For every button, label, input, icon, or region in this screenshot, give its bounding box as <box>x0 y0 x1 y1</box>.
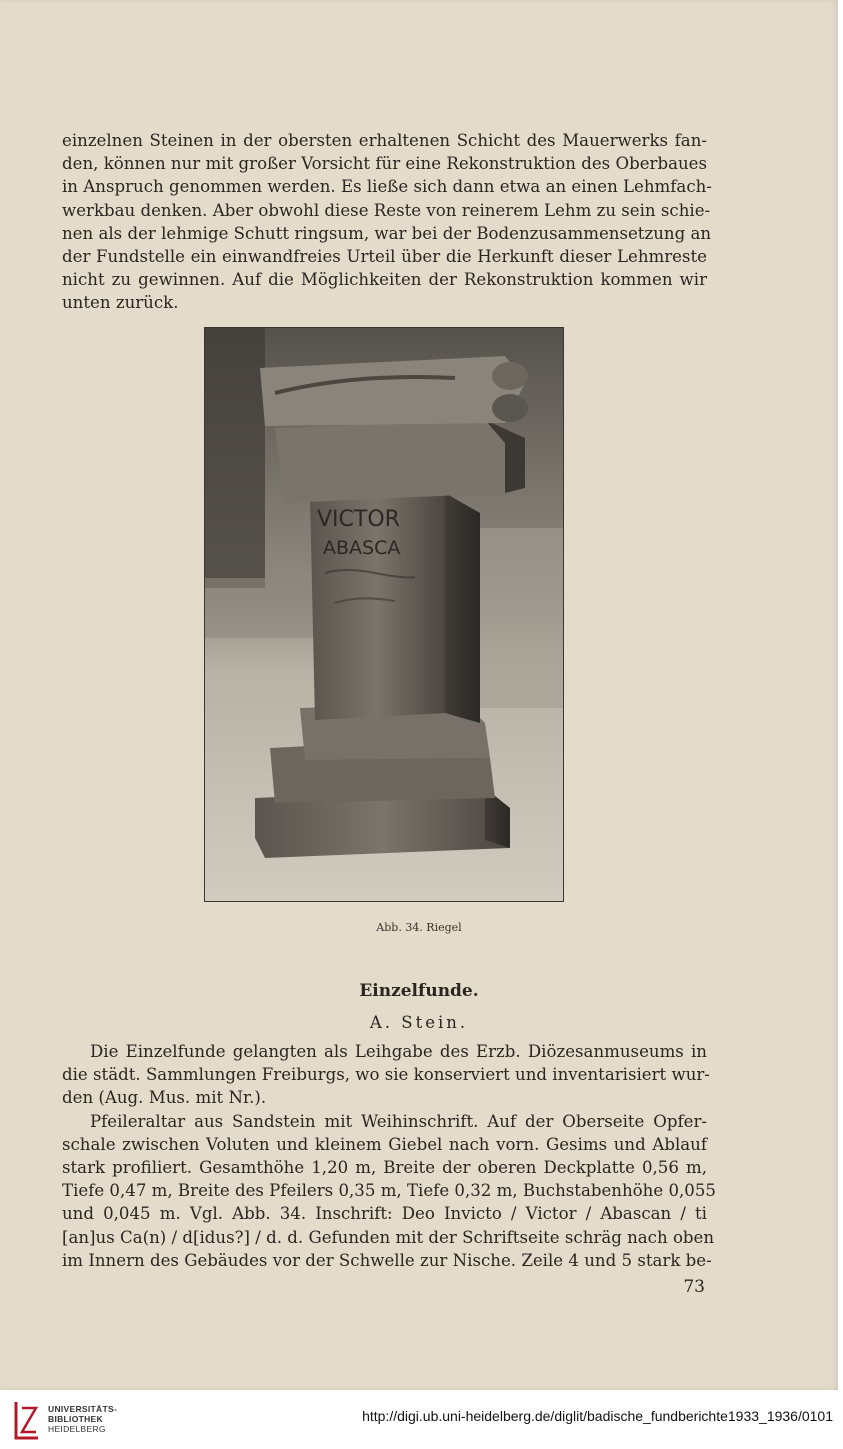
text-line: unten zurück. <box>62 293 179 313</box>
altar-capital <box>275 420 505 503</box>
text-line: Die Einzelfunde gelangten als Leihgabe des Erzb. Diözesanmuseums in <box>90 1042 707 1061</box>
figure-caption: Abb. 34. Riegel <box>376 921 462 934</box>
text-line: den, können nur mit großer Vorsicht für eine Rekonstruktion des Oberbaues <box>62 154 707 174</box>
text-line: schale zwischen Voluten und kleinem Giebel nach vorn. Gesims und Ablauf <box>62 1134 707 1154</box>
text-line: stark profiliert. Gesamthöhe 1,20 m, Breite der oberen Deckplatte 0,56 m, <box>62 1158 707 1178</box>
altar-top <box>260 356 525 426</box>
section-title: Einzelfunde. <box>359 981 479 1001</box>
text-line: nen als der lehmige Schutt ringsum, war bei der Bodenzusammensetzung an <box>62 223 712 243</box>
altar-photograph <box>204 327 564 902</box>
library-name <box>48 1404 117 1434</box>
body-paragraphs <box>62 1040 716 1272</box>
text-line: Pfeileraltar aus Sandstein mit Weihinschrift. Auf der Oberseite Opfer- <box>90 1111 707 1131</box>
text-line: Tiefe 0,47 m, Breite des Pfeilers 0,35 m, Tiefe 0,32 m, Buchstabenhöhe 0,055 <box>62 1181 716 1201</box>
text-line: den (Aug. Mus. mit Nr.). <box>62 1088 267 1108</box>
source-url-link[interactable]: http://digi.ub.uni-heidelberg.de/diglit/badische_fundberichte1933_1936/0101 <box>362 1408 833 1424</box>
library-name-line-3: HEIDELBERG <box>48 1424 106 1434</box>
altar-illustration <box>205 328 563 901</box>
library-name-line-2: BIBLIOTHEK <box>48 1414 103 1424</box>
text-line: nicht zu gewinnen. Auf die Möglichkeiten der Rekonstruktion kommen wir <box>62 270 707 290</box>
subsection-title: A. Stein. <box>369 1013 469 1032</box>
text-line: werkbau denken. Aber obwohl diese Reste von reinerem Lehm zu sein schie- <box>62 200 711 220</box>
text-line: die städt. Sammlungen Freiburgs, wo sie konserviert und inventarisiert wur- <box>62 1065 710 1085</box>
footer-bar <box>0 1390 843 1449</box>
inscription-line-2: ABASCA <box>323 537 401 559</box>
text-line: im Innern des Gebäudes vor der Schwelle zur Nische. Zeile 4 und 5 stark be- <box>62 1250 712 1270</box>
library-name-line-1: UNIVERSITÄTS- <box>48 1404 118 1414</box>
text-line: und 0,045 m. Vgl. Abb. 34. Inschrift: Deo Invicto / Victor / Abascan / ti <box>62 1204 707 1224</box>
text-line: der Fundstelle ein einwandfreies Urteil über die Herkunft dieser Lehmreste <box>62 247 707 267</box>
inscription-line-1: VICTOR <box>317 507 400 532</box>
intro-paragraph <box>62 129 712 315</box>
text-line: einzelnen Steinen in der obersten erhaltenen Schicht des Mauerwerks fan- <box>62 131 707 150</box>
library-logo-icon <box>12 1400 42 1440</box>
text-line: [an]us Ca(n) / d[idus?] / d. d. Gefunden mit der Schriftseite schräg nach oben <box>62 1227 715 1247</box>
page-number: 73 <box>683 1277 705 1297</box>
text-line: in Anspruch genommen werden. Es ließe sich dann etwa an einen Lehmfach- <box>62 177 712 197</box>
